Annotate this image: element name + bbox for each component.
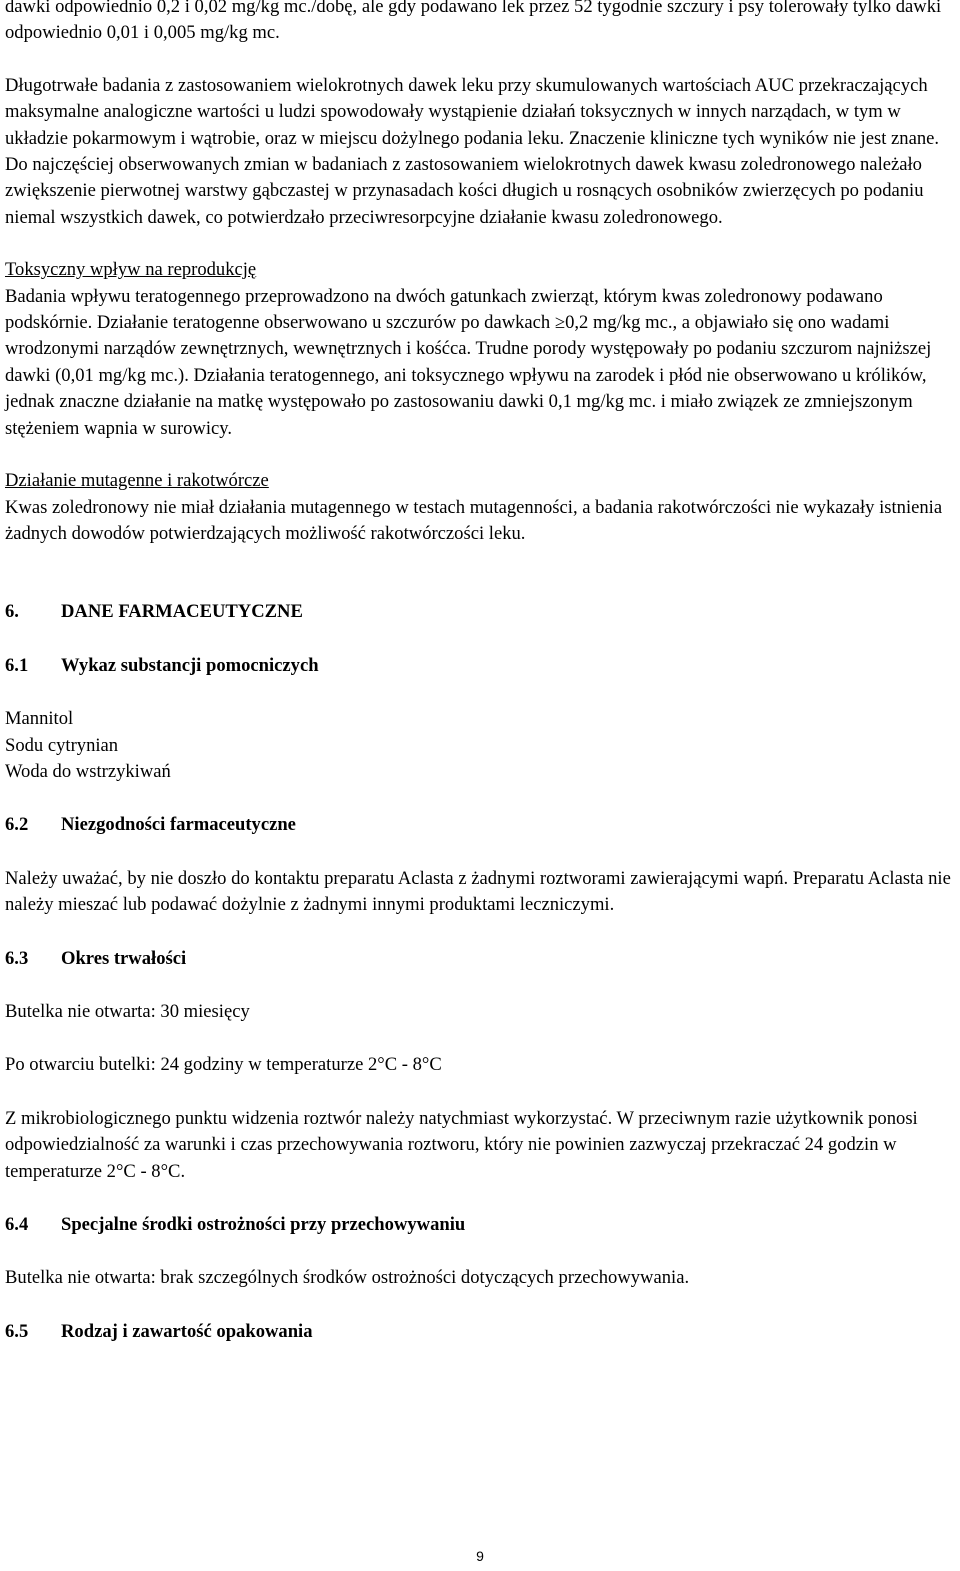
section-6-3-heading — [5, 946, 957, 972]
list-item: Sodu cytrynian — [5, 734, 119, 756]
section-number: 6.4 — [5, 1214, 29, 1235]
section-title: Okres trwałości — [61, 947, 187, 969]
section-6-4-heading — [5, 1212, 957, 1238]
page-number: 9 — [476, 1548, 484, 1564]
paragraph-long-term-studies: Długotrwałe badania z zastosowaniem wielokrotnych dawek leku przy skumulowanych wartościach AUC przekraczających maksymalne analogiczne wartości u ludzi spowodowały wystąpienie działań toksycznych w innych narządach, w tym w układzie pokarmowym i wątrobie, oraz w miejscu dożylnego podania leku. Znaczenie kliniczne tych wyników nie jest znane. Do najczęściej obserwowanych zmian w badaniach z zastosowaniem wielokrotnych dawek kwasu zoledronowego należało zwiększenie pierwotnej warstwy gąbczastej w przynasadach kości długich u rosnących osobników zwierzęcych po podaniu niemal wszystkich dawek, co potwierdzało przeciwresorpcyjne działanie kwasu zoledronowego. — [5, 74, 940, 228]
section-6-1-heading — [5, 653, 957, 679]
section-6-5-heading — [5, 1319, 957, 1345]
paragraph-mutagenic-carcinogenic: Kwas zoledronowy nie miał działania mutagennego w testach mutagenności, a badania rakotwórczości nie wykazały istnienia żadnych dowodów potwierdzających możliwość rakotwórczości leku. — [5, 496, 943, 544]
section-title: Niezgodności farmaceutyczne — [61, 814, 296, 836]
section-number: 6.3 — [5, 947, 29, 969]
paragraph-microbiological: Z mikrobiologicznego punktu widzenia roztwór należy natychmiast wykorzystać. W przeciwnym razie użytkownik ponosi odpowiedzialność za warunki i czas przechowywania roztworu, który nie powinien zazwyczaj przekraczać 24 godzin w temperaturze 2°C - 8°C. — [5, 1107, 918, 1182]
section-title: Wykaz substancji pomocniczych — [61, 654, 319, 676]
paragraph-reproductive-toxicity: Badania wpływu teratogennego przeprowadzono na dwóch gatunkach zwierząt, którym kwas zoledronowy podawano podskórnie. Działanie teratogenne obserwowano u szczurów po dawkach ≥0,2 mg/kg mc., a objawiało się ono wadami wrodzonymi narządów zewnętrznych, wewnętrznych i kośćca. Trudne porody występowały po podaniu szczurom najniższej dawki (0,01 mg/kg mc.). Działania teratogennego, ani toksycznego wpływu na zarodek i płód nie obserwowano u królików, jednak znaczne działanie na matkę występowało po zastosowaniu dawki 0,1 mg/kg mc. i miało związek ze zmniejszonym stężeniem wapnia w surowicy. — [5, 285, 932, 439]
section-title: Rodzaj i zawartość opakowania — [61, 1320, 313, 1342]
section-6-heading — [5, 599, 957, 625]
section-6-2-heading — [5, 812, 957, 838]
section-number: 6.1 — [5, 654, 29, 676]
excipients-list — [5, 706, 957, 785]
paragraph-dose-tolerance: dawki odpowiednio 0,2 i 0,02 mg/kg mc./dobę, ale gdy podawano lek przez 52 tygodnie szczury i psy tolerowały tylko dawki odpowiednio 0,01 i 0,005 mg/kg mc. — [5, 0, 942, 44]
section-number: 6. — [5, 601, 19, 623]
document-page — [5, 0, 957, 1345]
subheading-reproductive-toxicity: Toksyczny wpływ na reprodukcję — [5, 259, 257, 281]
paragraph-shelf-life-opened: Po otwarciu butelki: 24 godziny w temperaturze 2°C - 8°C — [5, 1054, 442, 1076]
paragraph-storage: Butelka nie otwarta: brak szczególnych środków ostrożności dotyczących przechowywania. — [5, 1267, 690, 1289]
section-title: Specjalne środki ostrożności przy przechowywaniu — [61, 1214, 466, 1235]
section-number: 6.5 — [5, 1320, 29, 1342]
subheading-mutagenic-carcinogenic: Działanie mutagenne i rakotwórcze — [5, 470, 269, 492]
list-item: Woda do wstrzykiwań — [5, 760, 171, 782]
paragraph-shelf-life-unopened: Butelka nie otwarta: 30 miesięcy — [5, 1000, 250, 1022]
section-title: DANE FARMACEUTYCZNE — [61, 601, 303, 623]
list-item: Mannitol — [5, 708, 74, 730]
paragraph-incompatibilities: Należy uważać, by nie doszło do kontaktu preparatu Aclasta z żadnymi roztworami zawierającymi wapń. Preparatu Aclasta nie należy mieszać lub podawać dożylnie z żadnymi innymi produktami leczniczymi. — [5, 867, 951, 916]
section-number: 6.2 — [5, 814, 29, 836]
